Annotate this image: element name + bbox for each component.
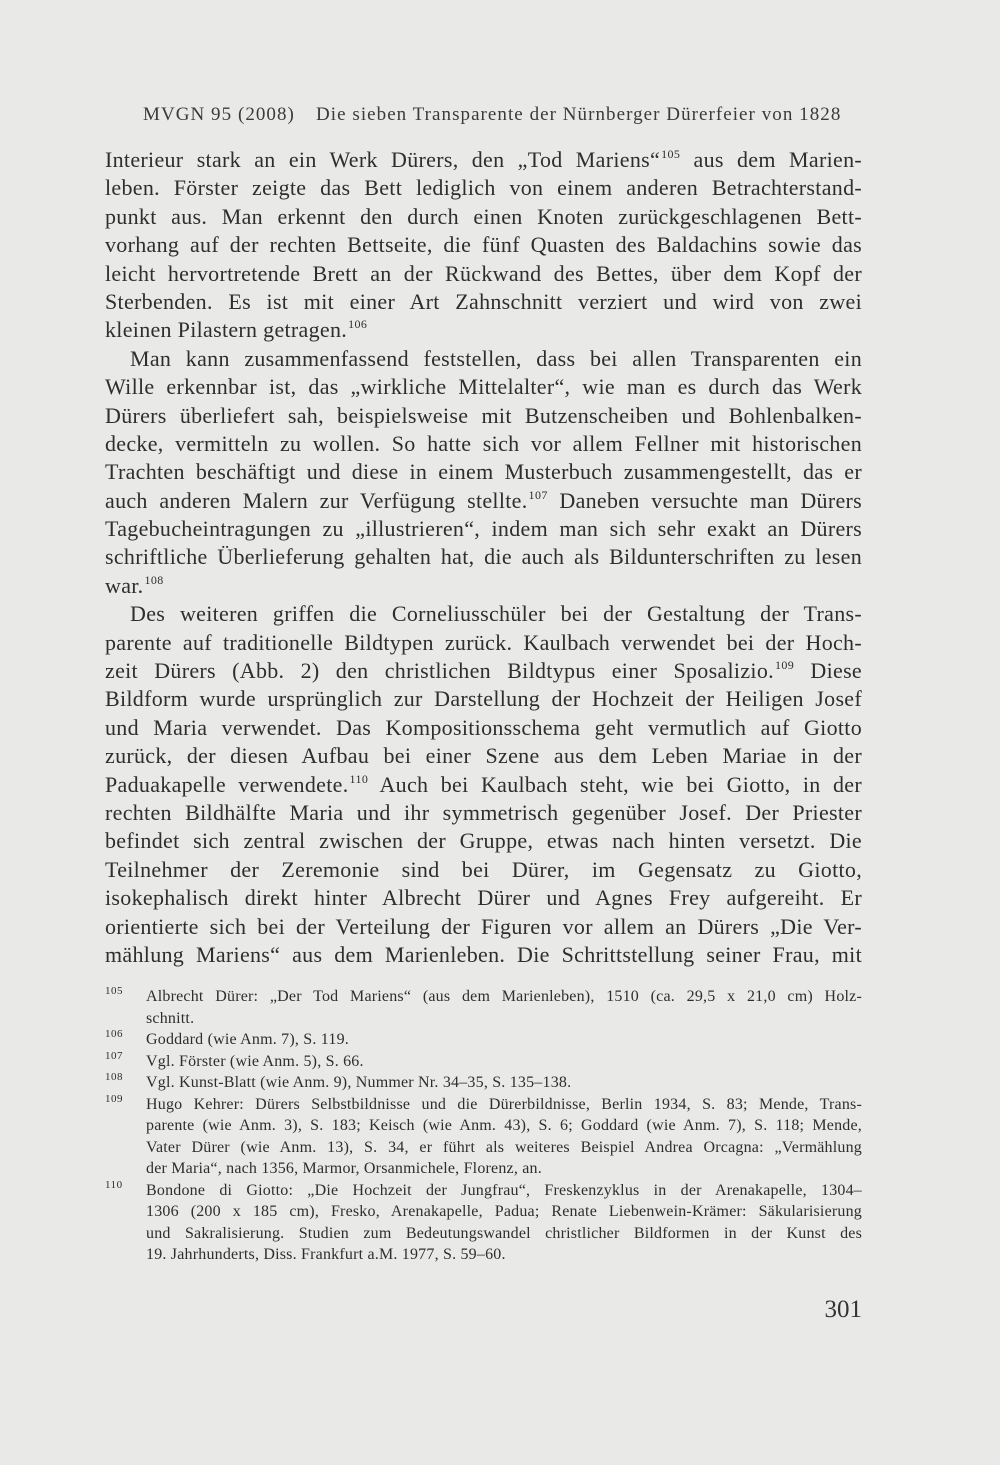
- text-run: mählung Mariens“ aus dem Marienleben. Die Schrittstellung seiner Frau, mit: [105, 941, 862, 967]
- footnote-line: Goddard (wie Anm. 7), S. 119.: [146, 1031, 349, 1048]
- text-run: Bildform wurde ursprünglich zur Darstellung der Hochzeit der Heiligen Josef: [105, 686, 862, 712]
- text-run: auch anderen Malern zur Verfügung stellte.: [105, 487, 528, 513]
- footnote-number: 109: [105, 1092, 123, 1105]
- footnote: [105, 1051, 862, 1073]
- text-run: Trachten beschäftigt und diese in einem Musterbuch zusammengestellt, das er: [105, 459, 862, 485]
- text-line: [105, 742, 862, 770]
- footnote-reference: 106: [348, 317, 368, 332]
- text-line: [105, 203, 862, 231]
- footnote-number: 105: [105, 985, 123, 997]
- footnote-number: 107: [105, 1049, 123, 1062]
- footnote-line: schnitt.: [146, 1009, 195, 1027]
- footnote-line: Albrecht Dürer: „Der Tod Mariens“ (aus dem Marienleben), 1510 (ca. 29,5 x 21,0 cm) Holz-: [146, 988, 862, 1005]
- footnote-reference: 107: [528, 487, 548, 502]
- text-run: isokephalisch direkt hinter Albrecht Dürer und Agnes Frey aufgereiht. Er: [105, 885, 862, 911]
- text-line: [105, 543, 862, 571]
- text-line: [105, 260, 862, 288]
- footnote-reference: 105: [661, 147, 681, 161]
- text-line: [105, 487, 862, 515]
- footnote-line: Bondone di Giotto: „Die Hochzeit der Jungfrau“, Freskenzyklus in der Arenakapelle, 1304–: [146, 1181, 862, 1199]
- footnote: [105, 1180, 862, 1266]
- text-line: [105, 316, 862, 344]
- footnote-line: der Maria“, nach 1356, Marmor, Orsanmichele, Florenz, an.: [146, 1160, 542, 1177]
- footnote-line: parente (wie Anm. 3), S. 183; Keisch (wie Anm. 43), S. 6; Goddard (wie Anm. 7), S. 118; Mende,: [146, 1117, 862, 1134]
- footnote-reference: 109: [774, 658, 795, 673]
- text-line: [105, 657, 862, 685]
- text-run: zurück, der diesen Aufbau bei einer Szene aus dem Leben Mariae in der: [105, 743, 862, 769]
- footnote-reference: 108: [144, 572, 164, 587]
- text-run: Paduakapelle verwendete.: [105, 771, 349, 797]
- text-line: [105, 345, 862, 373]
- text-run: Daneben versuchte man Dürers: [547, 487, 862, 513]
- text-line: [105, 231, 862, 259]
- text-run: und Maria verwendet. Das Kompositionsschema geht vermutlich auf Giotto: [105, 714, 862, 740]
- text-run: Man kann zusammenfassend feststellen, dass bei allen Transparenten ein: [130, 345, 862, 371]
- footnote-number: 110: [105, 1178, 123, 1191]
- footnote-line: und Sakralisierung. Studien zum Bedeutungswandel christlicher Bildformen in der Kunst des: [146, 1224, 862, 1242]
- text-run: parente auf traditionelle Bildtypen zurück. Kaulbach verwendet bei der Hoch-: [105, 629, 862, 655]
- text-line: [105, 174, 862, 202]
- footnote: [105, 986, 862, 1029]
- text-run: Interieur stark an ein Werk Dürers, den „Tod Mariens“: [105, 147, 661, 172]
- text-line: [105, 771, 862, 799]
- footnote: [105, 1029, 862, 1051]
- footnote-line: Vgl. Kunst-Blatt (wie Anm. 9), Nummer Nr. 34–35, S. 135–138.: [146, 1074, 572, 1091]
- text-line: [105, 402, 862, 430]
- footnote-line: 19. Jahrhunderts, Diss. Frankfurt a.M. 1977, S. 59–60.: [146, 1246, 506, 1263]
- text-run: Wille erkennbar ist, das „wirkliche Mittelalter“, wie man es durch das Werk: [105, 374, 862, 400]
- body-text: [105, 146, 862, 969]
- text-line: [105, 288, 862, 316]
- text-run: schriftliche Überlieferung gehalten hat, die auch als Bildunterschriften zu lesen: [105, 544, 862, 570]
- text-run: Sterbenden. Es ist mit einer Art Zahnschnitt verziert und wird von zwei: [105, 288, 862, 314]
- text-run: orientierte sich bei der Verteilung der Figuren vor allem an Dürers „Die Ver-: [105, 913, 862, 939]
- paragraph: [105, 600, 862, 969]
- footnote-line: Vater Dürer (wie Anm. 13), S. 34, er führt als weiteres Beispiel Andrea Orcagna: „Vermählung: [146, 1138, 862, 1156]
- text-run: aus dem Marien-: [680, 147, 863, 172]
- footnote-number: 106: [105, 1028, 123, 1040]
- footnote-number: 108: [105, 1071, 123, 1083]
- paragraph: [105, 146, 862, 345]
- text-run: vorhang auf der rechten Bettseite, die fünf Quasten des Baldachins sowie das: [105, 232, 862, 258]
- text-run: Dürers überliefert sah, beispielsweise mit Butzenscheiben und Bohlenbalken-: [105, 402, 862, 428]
- text-line: [105, 827, 862, 855]
- text-line: [105, 714, 862, 742]
- text-run: leben. Förster zeigte das Bett lediglich von einem anderen Betrachterstand-: [105, 175, 862, 201]
- text-line: [105, 572, 862, 600]
- text-run: kleinen Pilastern getragen.: [105, 317, 348, 343]
- footnote-reference: 110: [349, 771, 369, 786]
- text-line: [105, 600, 862, 628]
- text-line: [105, 799, 862, 827]
- footnotes: [105, 986, 862, 1266]
- text-line: [105, 373, 862, 401]
- text-run: Diese: [794, 658, 862, 684]
- text-run: rechten Bildhälfte Maria und ihr symmetrisch gegenüber Josef. Der Priester: [105, 799, 862, 825]
- text-line: [105, 884, 862, 912]
- footnote-line: Hugo Kehrer: Dürers Selbstbildnisse und die Dürerbildnisse, Berlin 1934, S. 83; Mende, Trans-: [146, 1095, 862, 1113]
- text-line: [105, 458, 862, 486]
- text-run: zeit Dürers (Abb. 2) den christlichen Bildtypus einer Sposalizio.: [105, 658, 774, 684]
- text-line: [105, 430, 862, 458]
- text-run: Teilnehmer der Zeremonie sind bei Dürer, im Gegensatz zu Giotto,: [105, 856, 862, 882]
- text-run: Auch bei Kaulbach steht, wie bei Giotto, in der: [368, 771, 862, 797]
- text-run: punkt aus. Man erkennt den durch einen Knoten zurückgeschlagenen Bett-: [105, 203, 862, 229]
- footnote: [105, 1094, 862, 1180]
- article-title: Die sieben Transparente der Nürnberger Dürerfeier von 1828: [316, 104, 842, 125]
- running-head: [143, 103, 862, 127]
- footnote-line: Vgl. Förster (wie Anm. 5), S. 66.: [146, 1052, 364, 1070]
- text-line: [105, 685, 862, 713]
- text-line: [105, 941, 862, 969]
- journal-citation: MVGN 95 (2008): [143, 104, 295, 125]
- text-line: [105, 629, 862, 657]
- text-line: [105, 856, 862, 884]
- text-run: decke, vermitteln zu wollen. So hatte sich vor allem Fellner mit historischen: [105, 430, 862, 456]
- text-run: Tagebucheintragungen zu „illustrieren“, indem man sich sehr exakt an Dürers: [105, 516, 862, 542]
- text-line: [105, 913, 862, 941]
- footnote-line: 1306 (200 x 185 cm), Fresko, Arenakapelle, Padua; Renate Liebenwein-Krämer: Säkularisierung: [146, 1203, 862, 1220]
- page-number: 301: [824, 1296, 862, 1323]
- text-line: [105, 146, 862, 174]
- text-run: Des weiteren griffen die Corneliusschüler bei der Gestaltung der Trans-: [130, 601, 862, 627]
- paragraph: [105, 345, 862, 601]
- text-run: war.: [105, 572, 144, 598]
- text-run: befindet sich zentral zwischen der Gruppe, etwas nach hinten versetzt. Die: [105, 828, 862, 854]
- text-run: leicht hervortretende Brett an der Rückwand des Bettes, über dem Kopf der: [105, 260, 862, 286]
- footnote: [105, 1072, 862, 1094]
- text-line: [105, 515, 862, 543]
